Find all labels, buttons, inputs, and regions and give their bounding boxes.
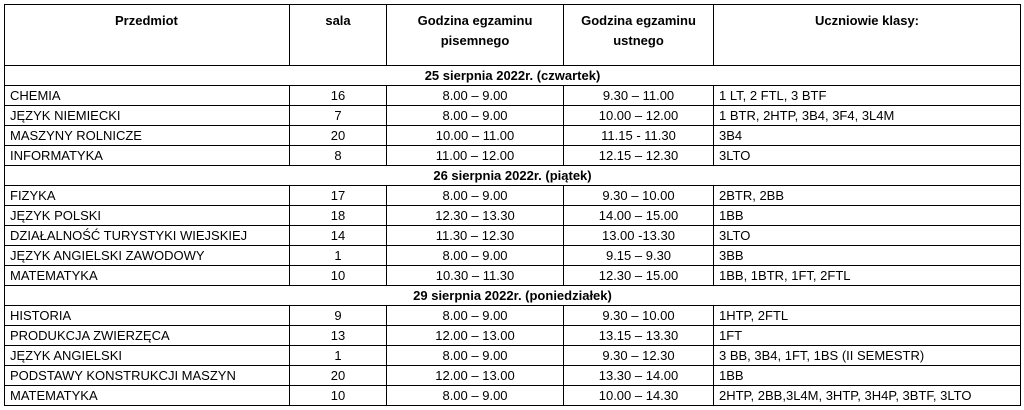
cell-room: 1 [290, 346, 387, 366]
table-row [5, 206, 1021, 226]
cell-subject: PODSTAWY KONSTRUKCJI MASZYN [5, 366, 290, 386]
header-classes: Uczniowie klasy: [714, 5, 1021, 66]
cell-written-time: 8.00 – 9.00 [387, 86, 564, 106]
table-row [5, 126, 1021, 146]
cell-oral-time: 12.30 – 15.00 [564, 266, 714, 286]
cell-subject: CHEMIA [5, 86, 290, 106]
cell-classes: 3LTO [714, 146, 1021, 166]
cell-room: 20 [290, 366, 387, 386]
header-row [5, 5, 1021, 66]
cell-subject: FIZYKA [5, 186, 290, 206]
cell-written-time: 11.00 – 12.00 [387, 146, 564, 166]
cell-classes: 3BB [714, 246, 1021, 266]
date-row [5, 286, 1021, 306]
cell-oral-time: 10.00 – 14.30 [564, 386, 714, 406]
cell-oral-time: 9.30 – 10.00 [564, 306, 714, 326]
cell-written-time: 12.30 – 13.30 [387, 206, 564, 226]
cell-room: 8 [290, 146, 387, 166]
cell-room: 13 [290, 326, 387, 346]
table-row [5, 86, 1021, 106]
header-written-time: Godzina egzaminu pisemnego [387, 5, 564, 66]
header-oral-time: Godzina egzaminu ustnego [564, 5, 714, 66]
cell-oral-time: 13.15 – 13.30 [564, 326, 714, 346]
table-row [5, 246, 1021, 266]
cell-subject: JĘZYK ANGIELSKI [5, 346, 290, 366]
cell-room: 20 [290, 126, 387, 146]
cell-classes: 2BTR, 2BB [714, 186, 1021, 206]
cell-oral-time: 10.00 – 12.00 [564, 106, 714, 126]
cell-oral-time: 9.30 – 10.00 [564, 186, 714, 206]
table-row [5, 326, 1021, 346]
cell-subject: DZIAŁALNOŚĆ TURYSTYKI WIEJSKIEJ [5, 226, 290, 246]
cell-oral-time: 9.15 – 9.30 [564, 246, 714, 266]
table-row [5, 306, 1021, 326]
cell-classes: 1BB, 1BTR, 1FT, 2FTL [714, 266, 1021, 286]
cell-room: 7 [290, 106, 387, 126]
cell-classes: 1BB [714, 206, 1021, 226]
table-row [5, 106, 1021, 126]
cell-written-time: 8.00 – 9.00 [387, 346, 564, 366]
cell-room: 1 [290, 246, 387, 266]
table-row [5, 266, 1021, 286]
cell-written-time: 8.00 – 9.00 [387, 186, 564, 206]
cell-subject: JĘZYK NIEMIECKI [5, 106, 290, 126]
cell-oral-time: 11.15 - 11.30 [564, 126, 714, 146]
header-subject: Przedmiot [5, 5, 290, 66]
cell-written-time: 12.00 – 13.00 [387, 326, 564, 346]
cell-classes: 1 BTR, 2HTP, 3B4, 3F4, 3L4M [714, 106, 1021, 126]
cell-written-time: 8.00 – 9.00 [387, 106, 564, 126]
cell-written-time: 10.30 – 11.30 [387, 266, 564, 286]
cell-subject: MATEMATYKA [5, 386, 290, 406]
cell-room: 9 [290, 306, 387, 326]
cell-oral-time: 14.00 – 15.00 [564, 206, 714, 226]
cell-subject: PRODUKCJA ZWIERZĘCA [5, 326, 290, 346]
cell-room: 17 [290, 186, 387, 206]
schedule-body [5, 66, 1021, 406]
cell-subject: MATEMATYKA [5, 266, 290, 286]
cell-classes: 1FT [714, 326, 1021, 346]
table-row [5, 346, 1021, 366]
cell-written-time: 12.00 – 13.00 [387, 366, 564, 386]
cell-written-time: 8.00 – 9.00 [387, 306, 564, 326]
table-row [5, 186, 1021, 206]
cell-written-time: 10.00 – 11.00 [387, 126, 564, 146]
cell-oral-time: 9.30 – 11.00 [564, 86, 714, 106]
date-heading: 29 sierpnia 2022r. (poniedziałek) [5, 286, 1021, 306]
cell-written-time: 11.30 – 12.30 [387, 226, 564, 246]
cell-subject: JĘZYK ANGIELSKI ZAWODOWY [5, 246, 290, 266]
date-heading: 26 sierpnia 2022r. (piątek) [5, 166, 1021, 186]
date-row [5, 166, 1021, 186]
cell-written-time: 8.00 – 9.00 [387, 246, 564, 266]
cell-room: 18 [290, 206, 387, 226]
cell-classes: 1HTP, 2FTL [714, 306, 1021, 326]
cell-room: 16 [290, 86, 387, 106]
cell-classes: 1 LT, 2 FTL, 3 BTF [714, 86, 1021, 106]
cell-room: 14 [290, 226, 387, 246]
date-row [5, 66, 1021, 86]
header-room: sala [290, 5, 387, 66]
cell-subject: HISTORIA [5, 306, 290, 326]
table-row [5, 226, 1021, 246]
cell-classes: 3B4 [714, 126, 1021, 146]
cell-classes: 3 BB, 3B4, 1FT, 1BS (II SEMESTR) [714, 346, 1021, 366]
cell-written-time: 8.00 – 9.00 [387, 386, 564, 406]
cell-oral-time: 13.30 – 14.00 [564, 366, 714, 386]
cell-room: 10 [290, 266, 387, 286]
cell-subject: MASZYNY ROLNICZE [5, 126, 290, 146]
date-heading: 25 sierpnia 2022r. (czwartek) [5, 66, 1021, 86]
table-row [5, 386, 1021, 406]
cell-classes: 3LTO [714, 226, 1021, 246]
cell-room: 10 [290, 386, 387, 406]
exam-schedule-table [4, 4, 1021, 406]
cell-classes: 1BB [714, 366, 1021, 386]
cell-oral-time: 13.00 -13.30 [564, 226, 714, 246]
cell-subject: JĘZYK POLSKI [5, 206, 290, 226]
table-row [5, 146, 1021, 166]
cell-classes: 2HTP, 2BB,3L4M, 3HTP, 3H4P, 3BTF, 3LTO [714, 386, 1021, 406]
cell-oral-time: 12.15 – 12.30 [564, 146, 714, 166]
cell-subject: INFORMATYKA [5, 146, 290, 166]
table-row [5, 366, 1021, 386]
cell-oral-time: 9.30 – 12.30 [564, 346, 714, 366]
